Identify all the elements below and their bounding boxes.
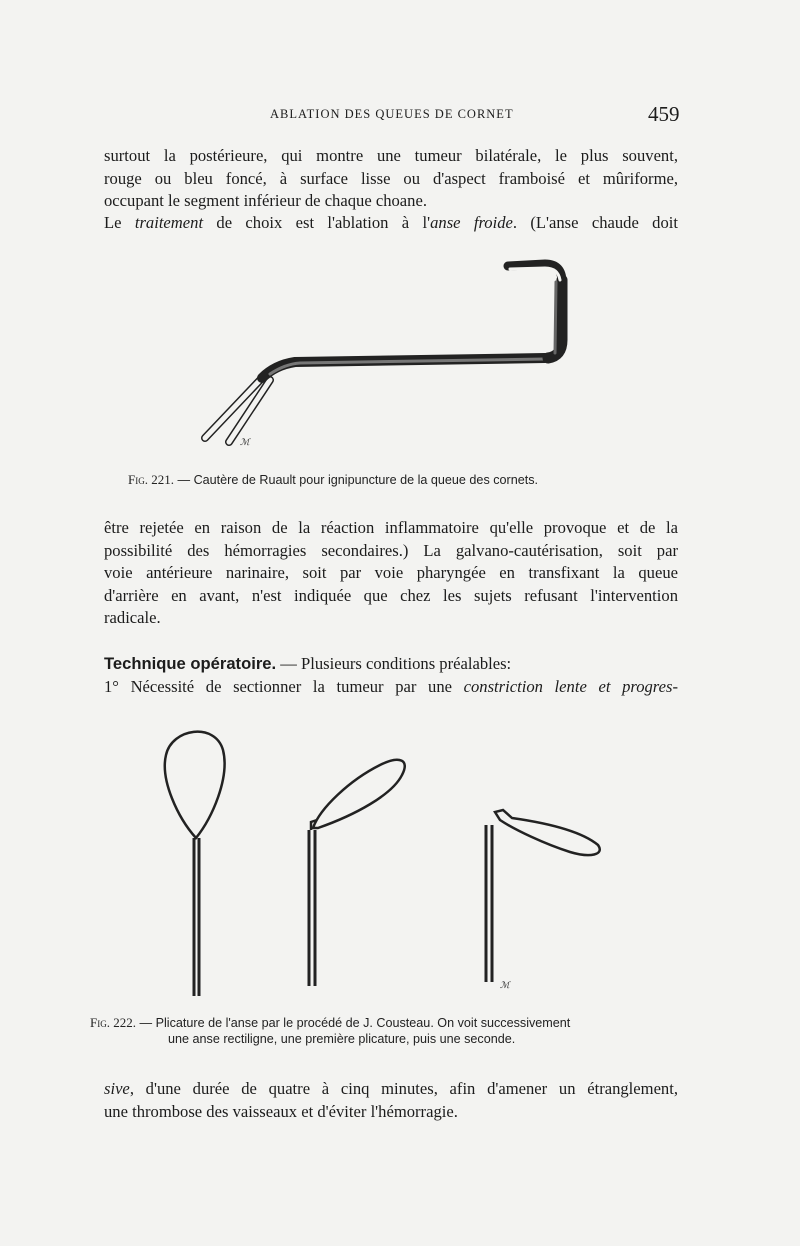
figure-222-snare-loops [0, 720, 800, 1010]
text-anse-froide-italic: anse froide [430, 213, 513, 232]
paragraph-3-line-3: voie antérieure narinaire, soit par voie pharyngée en transfixant la queue [104, 563, 678, 582]
paragraph-4-line-1 [104, 1078, 678, 1101]
running-title: ABLATION DES QUEUES DE CORNET [270, 107, 514, 121]
figure-222-label: Fig. 222. [90, 1015, 136, 1030]
paragraph-3-line-5: radicale. [104, 608, 161, 627]
item-1-line [104, 676, 678, 699]
paragraph-3-line-4: d'arrière en avant, n'est indiquée que chez les sujets refusant l'intervention [104, 585, 678, 605]
figure-221-text: — Cautère de Ruault pour ignipuncture de la queue des cornets. [173, 473, 539, 487]
figure-222-caption-line-2: une anse rectiligne, une première plicature, puis une seconde. [168, 1032, 516, 1046]
item-1-prefix: 1° Nécessité de sectionner la tumeur par une [104, 676, 464, 696]
paragraph-2 [104, 212, 678, 235]
text-sive-italic: sive [104, 1079, 130, 1098]
figure-221-caption [128, 472, 538, 488]
technique-line [104, 653, 678, 676]
figure-222-caption-line-1 [90, 1015, 690, 1031]
paragraph-1-line-1: surtout la postérieure, qui montre une tumeur bilatérale, le plus souvent, [104, 146, 678, 165]
page-number: 459 [648, 102, 680, 126]
text-end: . (L'anse chaude doit [512, 213, 678, 232]
paragraph-2-line-1 [104, 212, 678, 235]
paragraph-3 [104, 517, 678, 630]
text-le: Le [104, 213, 135, 232]
technique-rest: — Plusieurs conditions préalables: [276, 654, 512, 673]
figure-222-caption [90, 1015, 690, 1047]
technique-paragraph [104, 653, 678, 698]
paragraph-3-line-2: possibilité des hémorragies secondaires.) La galvano-cautérisation, soit par [104, 540, 678, 560]
paragraph-1-line-2: rouge ou bleu foncé, à surface lisse ou d'aspect framboisé et mûriforme, [104, 168, 678, 188]
text-traitement-italic: traitement [134, 213, 204, 232]
paragraph-4 [104, 1078, 678, 1123]
figure-222-text-1: — Plicature de l'anse par le procédé de J. Cousteau. On voit successivement [135, 1016, 571, 1030]
paragraph-1 [104, 145, 678, 213]
svg-text:ℳ: ℳ [500, 980, 510, 990]
svg-text:ℳ: ℳ [240, 437, 250, 447]
paragraph-4-text-1: , d'une durée de quatre à cinq minutes, afin d'amener un étranglement, [129, 1079, 678, 1098]
paragraph-4-line-2: une thrombose des vaisseaux et d'éviter l'hémorragie. [104, 1101, 458, 1121]
paragraph-1-line-3: occupant le segment inférieur de chaque choane. [104, 191, 427, 210]
text-mid: de choix est l'ablation à l' [203, 213, 431, 232]
figure-221-label: Fig. 221. [128, 472, 174, 487]
figure-221-cautery-instrument [0, 240, 800, 480]
item-1-italic: constriction lente et progres- [463, 676, 678, 696]
paragraph-3-line-1: être rejetée en raison de la réaction inflammatoire qu'elle provoque et de la [104, 518, 678, 537]
technique-heading: Technique opératoire. [104, 654, 277, 673]
